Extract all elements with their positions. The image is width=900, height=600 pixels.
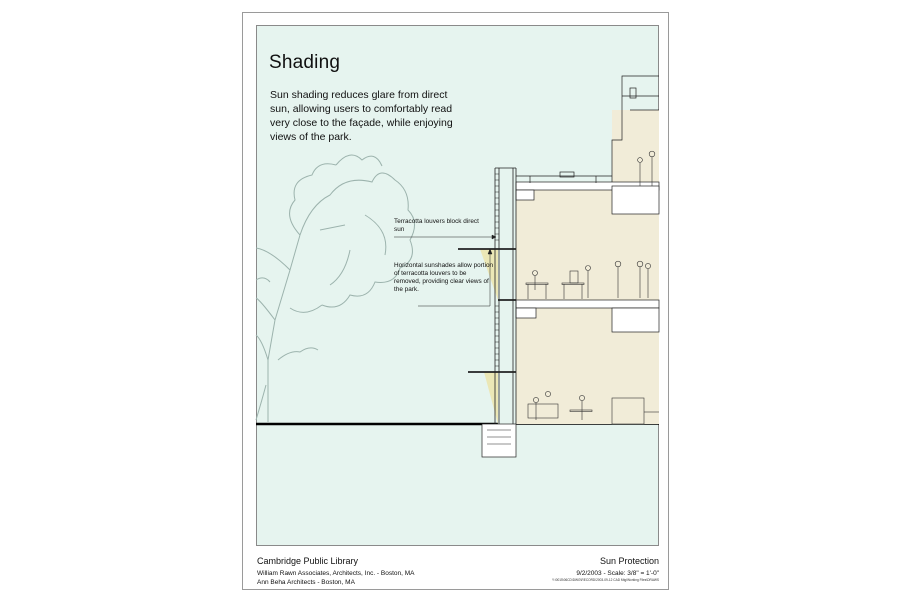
- title-block-right: [552, 556, 659, 583]
- date-scale: 9/2/2003 - Scale: 3/8" = 1'-0": [576, 570, 659, 577]
- slide-heading: Shading: [269, 52, 341, 73]
- title-block-left: [257, 556, 415, 587]
- sheet-title: Sun Protection: [599, 556, 659, 566]
- louvers-annotation: Terracotta louvers block direct sun: [394, 218, 479, 233]
- sunshades-annotation: Horizontal sunshades allow portion of terracotta louvers to be removed, providing clear views of the park.: [394, 262, 494, 293]
- project-name: Cambridge Public Library: [257, 556, 359, 566]
- architect-line-2: Ann Beha Architects - Boston, MA: [257, 579, 355, 586]
- file-path: Y:\0015\06CD\DWG\RECORD\2003-09-12 CAD Mtg\Working Files\DRAWS: [552, 578, 659, 582]
- facade: [458, 168, 516, 424]
- building-interior: [480, 110, 659, 424]
- slide-body-text: Sun shading reduces glare from direct sun, allowing users to comfortably read very close to the façade, while enjoying views of the park.: [270, 89, 453, 143]
- ground: [256, 424, 659, 457]
- architect-line-1: William Rawn Associates, Architects, Inc. - Boston, MA: [257, 570, 415, 577]
- tree-illustration: [256, 155, 415, 422]
